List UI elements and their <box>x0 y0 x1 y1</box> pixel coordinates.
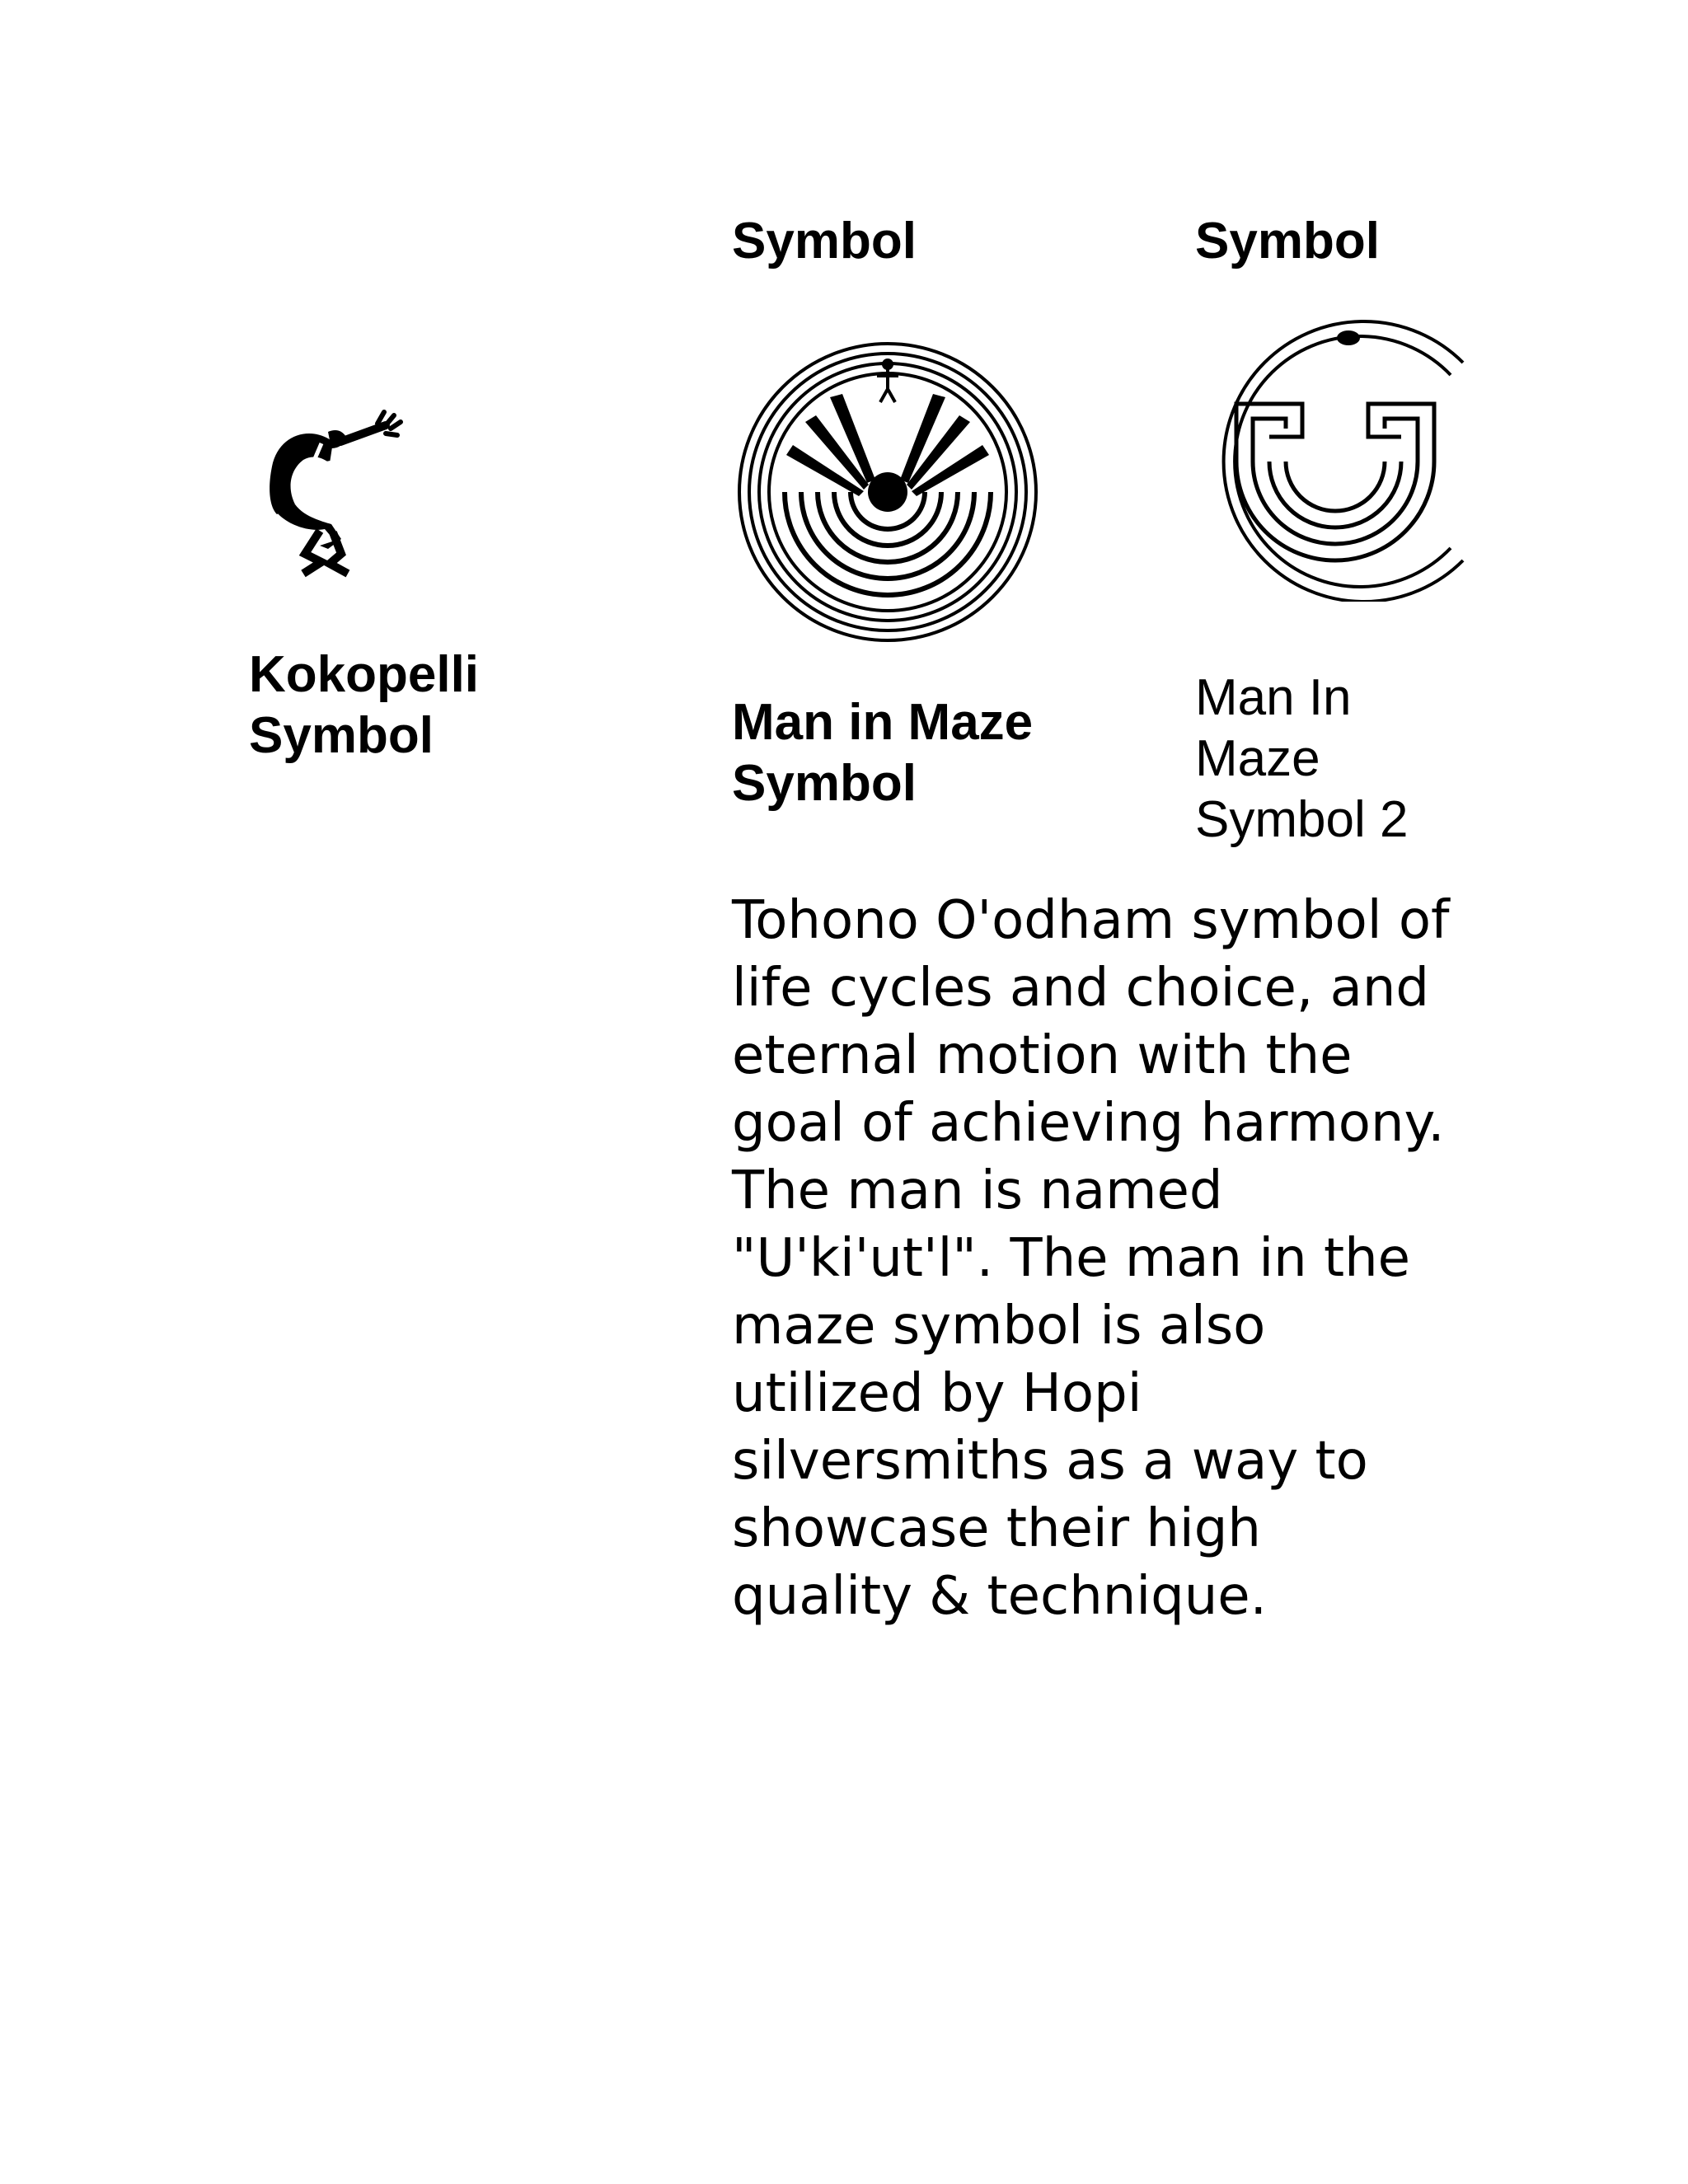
kokopelli-icon <box>262 409 410 582</box>
man-in-maze-icon <box>735 340 1040 644</box>
man-in-maze-2-caption: Man In Maze Symbol 2 <box>1195 669 1409 848</box>
right-column-heading: Symbol <box>1195 213 1380 269</box>
kokopelli-caption: Kokopelli Symbol <box>249 646 480 764</box>
man-in-maze-2-icon <box>1203 313 1467 602</box>
man-in-maze-description: Tohono O'odham symbol of life cycles and choice, and eternal motion with the goal of achieving harmony. The man is named "U'ki'ut'l". The man in the maze symbol is also utilized by Hopi silversmiths as a way to showcase their high quality & technique. <box>732 890 1450 1627</box>
middle-column-heading: Symbol <box>732 213 917 269</box>
man-in-maze-caption: Man in Maze Symbol <box>732 694 1034 812</box>
